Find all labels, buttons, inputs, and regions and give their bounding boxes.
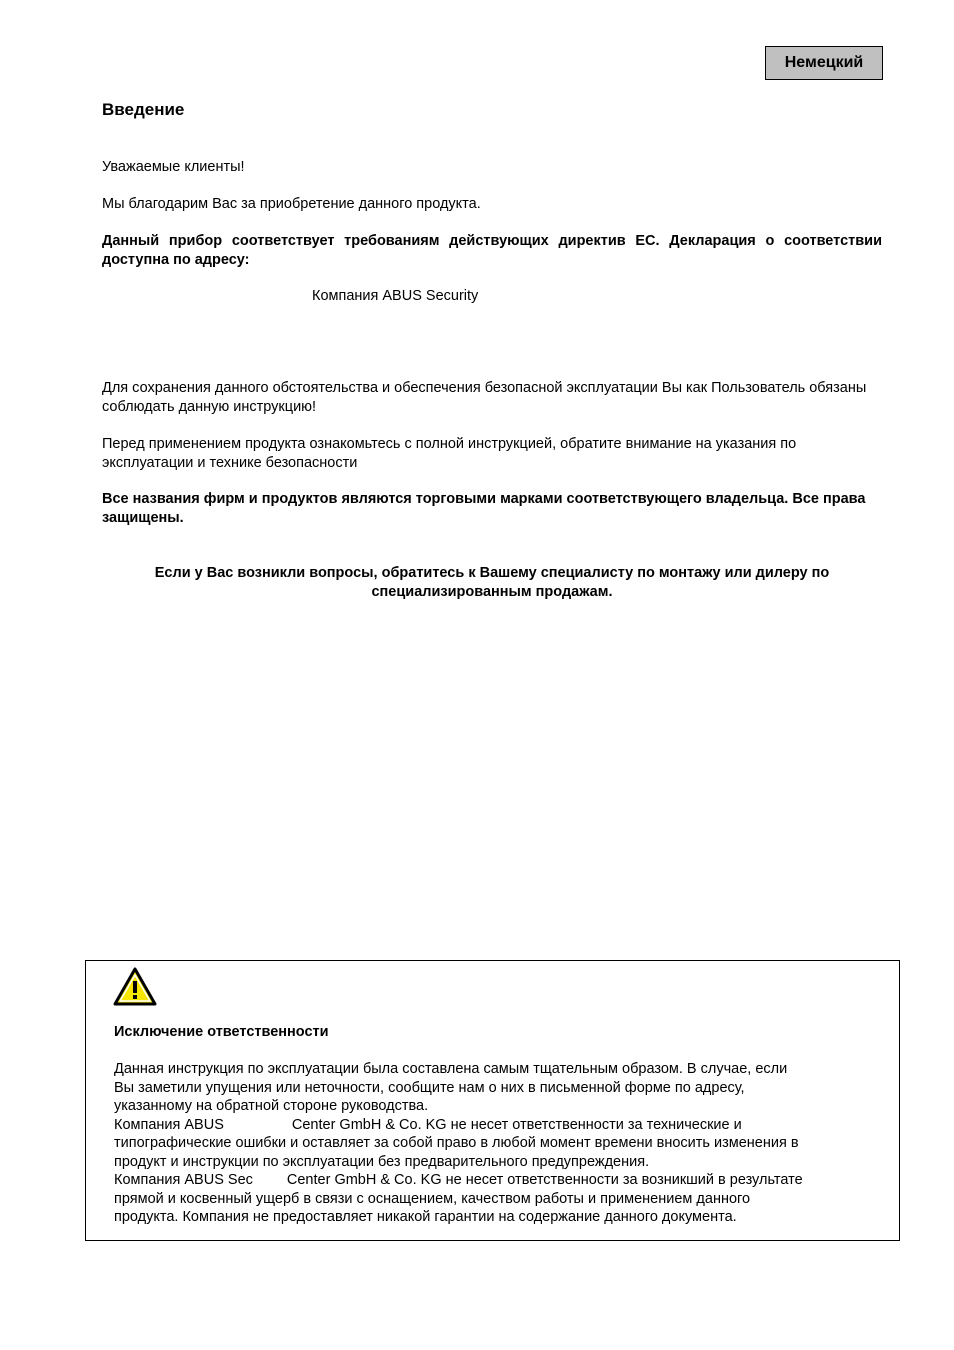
- thanks-text: Мы благодарим Вас за приобретение данного продукта.: [102, 196, 481, 212]
- greeting-text: Уважаемые клиенты!: [102, 159, 245, 175]
- disclaimer-box: [85, 960, 900, 1241]
- disclaimer-line: [114, 1171, 884, 1190]
- before-use-text: Перед применением продукта ознакомьтесь с полной инструкцией, обратите внимание на указания по эксплуатации и технике безопасности: [102, 436, 797, 471]
- disclaimer-line: продукт и инструкции по эксплуатации без предварительного предупреждения.: [114, 1153, 650, 1170]
- questions-text: Если у Вас возникли вопросы, обратитесь к Вашему специалисту по монтажу или дилеру по специализированным продажам.: [154, 565, 830, 600]
- company-liability-text: Center GmbH & Co. KG не несет ответственности за технические и: [291, 1116, 742, 1133]
- conformity-text: Данный прибор соответствует требованиям действующих директив ЕС. Декларация о соответствии доступна по адресу:: [102, 233, 882, 268]
- disclaimer-line: продукта. Компания не предоставляет никакой гарантии на содержание данного документа.: [114, 1209, 737, 1225]
- language-badge: Немецкий: [765, 46, 883, 80]
- company-liability-text: Center GmbH & Co. KG не несет ответственности за возникший в результате: [286, 1172, 803, 1188]
- page-title: Введение: [102, 100, 185, 119]
- disclaimer-title: Исключение ответственности: [114, 1024, 329, 1040]
- disclaimer-line: типографические ошибки и оставляет за собой право в любой момент времени вносить изменения в: [114, 1135, 799, 1151]
- company-prefix: Компания ABUS: [114, 1116, 224, 1133]
- company-name: Компания ABUS Security: [312, 288, 479, 304]
- disclaimer-line: [114, 1116, 884, 1135]
- company-prefix: Компания ABUS Sec: [114, 1172, 253, 1188]
- disclaimer-line: Данная инструкция по эксплуатации была составлена самым тщательным образом. В случае, если: [114, 1061, 788, 1077]
- disclaimer-line: указанному на обратной стороне руководства.: [114, 1098, 429, 1114]
- disclaimer-body: [114, 1060, 884, 1227]
- disclaimer-line: прямой и косвенный ущерб в связи с оснащением, качеством работы и применением данного: [114, 1190, 751, 1207]
- trademarks-text: Все названия фирм и продуктов являются торговыми марками соответствующего владельца. Все права защищены.: [102, 491, 866, 526]
- disclaimer-line: Вы заметили упущения или неточности, сообщите нам о них в письменной форме по адресу,: [114, 1079, 745, 1096]
- warning-triangle-icon: [113, 967, 157, 1007]
- safety-text: Для сохранения данного обстоятельства и обеспечения безопасной эксплуатации Вы как Пользователь обязаны соблюдать данную инструкцию!: [102, 380, 867, 415]
